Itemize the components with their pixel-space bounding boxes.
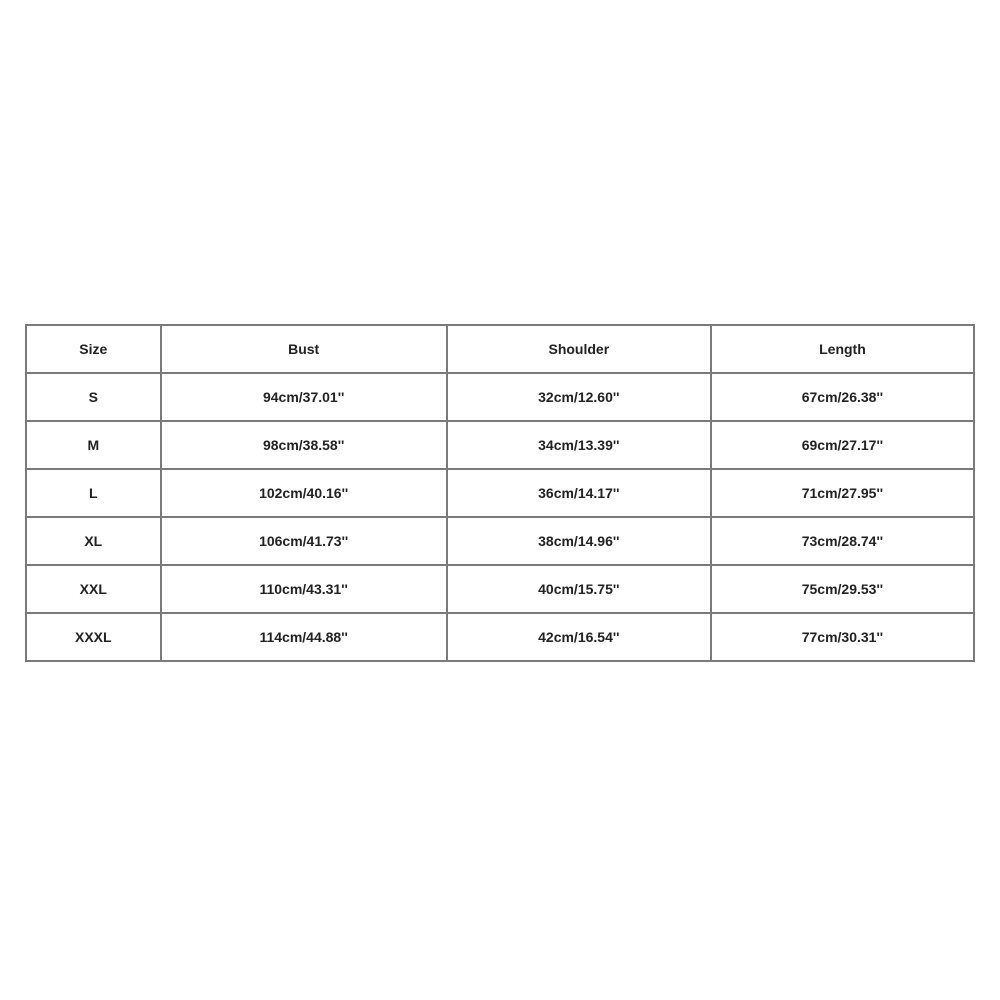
table-row [26, 613, 974, 661]
cell-size: M [26, 421, 161, 469]
table-row [26, 421, 974, 469]
cell-size: S [26, 373, 161, 421]
header-shoulder: Shoulder [447, 325, 711, 373]
cell-bust: 106cm/41.73'' [161, 517, 447, 565]
header-bust: Bust [161, 325, 447, 373]
header-length: Length [711, 325, 974, 373]
table-row [26, 565, 974, 613]
cell-size: XL [26, 517, 161, 565]
cell-bust: 110cm/43.31'' [161, 565, 447, 613]
cell-size: L [26, 469, 161, 517]
cell-size: XXL [26, 565, 161, 613]
table-header-row [26, 325, 974, 373]
cell-length: 67cm/26.38'' [711, 373, 974, 421]
cell-shoulder: 32cm/12.60'' [447, 373, 711, 421]
cell-length: 75cm/29.53'' [711, 565, 974, 613]
cell-length: 77cm/30.31'' [711, 613, 974, 661]
cell-shoulder: 40cm/15.75'' [447, 565, 711, 613]
cell-shoulder: 36cm/14.17'' [447, 469, 711, 517]
table-row [26, 517, 974, 565]
table-row [26, 373, 974, 421]
cell-length: 73cm/28.74'' [711, 517, 974, 565]
cell-bust: 102cm/40.16'' [161, 469, 447, 517]
header-size: Size [26, 325, 161, 373]
cell-size: XXXL [26, 613, 161, 661]
cell-shoulder: 38cm/14.96'' [447, 517, 711, 565]
cell-bust: 114cm/44.88'' [161, 613, 447, 661]
cell-shoulder: 42cm/16.54'' [447, 613, 711, 661]
cell-bust: 98cm/38.58'' [161, 421, 447, 469]
size-chart-table [25, 324, 975, 662]
cell-shoulder: 34cm/13.39'' [447, 421, 711, 469]
cell-length: 71cm/27.95'' [711, 469, 974, 517]
table-row [26, 469, 974, 517]
cell-length: 69cm/27.17'' [711, 421, 974, 469]
cell-bust: 94cm/37.01'' [161, 373, 447, 421]
